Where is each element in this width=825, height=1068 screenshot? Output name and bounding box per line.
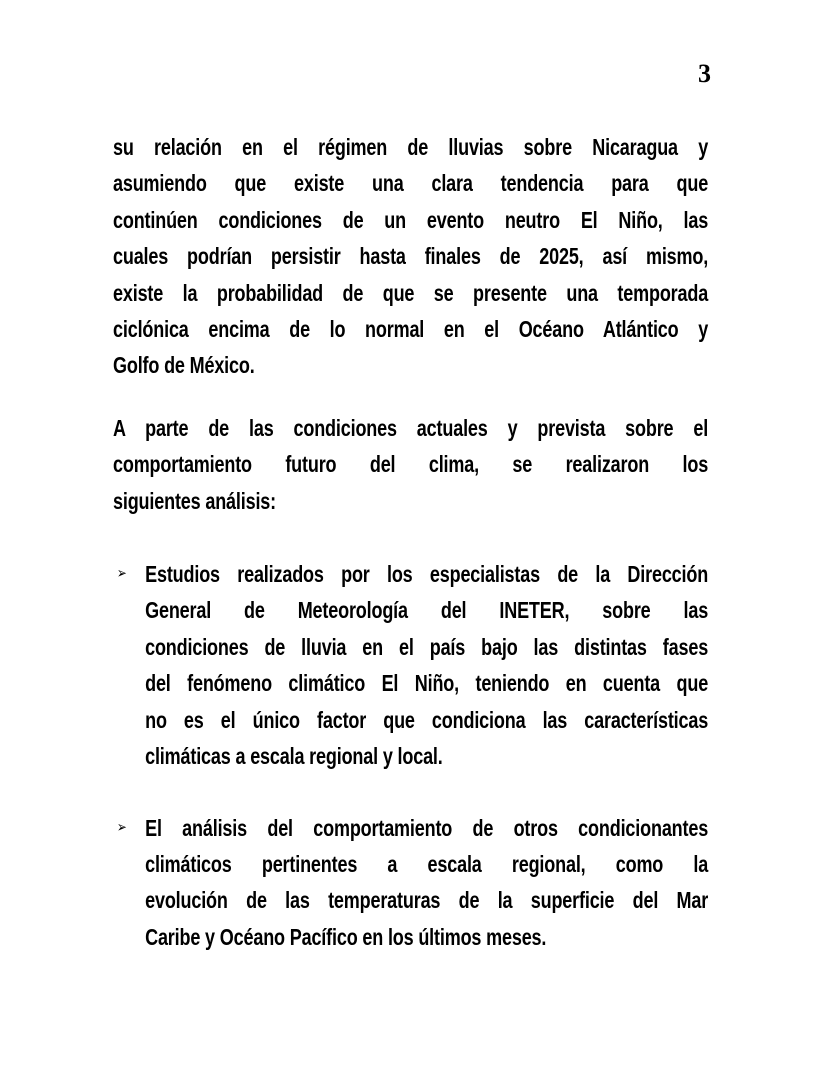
- bullet-2-line: evolución de las temperaturas de la superficie del Mar: [145, 887, 709, 914]
- page-content: [113, 129, 708, 955]
- paragraph-1-line: existe la probabilidad de que se presente una temporada: [113, 279, 709, 306]
- bullet-item-2: [113, 810, 708, 956]
- paragraph-1-line: continúen condiciones de un evento neutro El Niño, las: [113, 206, 709, 233]
- bullet-2-line: climáticos pertinentes a escala regional, como la: [145, 850, 709, 877]
- bullet-item-2-text: [145, 810, 708, 956]
- bullet-1-line: condiciones de lluvia en el país bajo las distintas fases: [145, 633, 709, 660]
- paragraph-1-line: su relación en el régimen de lluvias sobre Nicaragua y: [113, 134, 709, 160]
- arrow-bullet-icon: ➢: [116, 565, 127, 583]
- bullet-item-1: [113, 556, 708, 774]
- paragraph-1-line: ciclónica encima de lo normal en el Océano Atlántico y: [113, 316, 709, 343]
- arrow-bullet-icon: ➢: [116, 818, 127, 836]
- paragraph-1-line: Golfo de México.: [113, 352, 255, 379]
- bullet-1-line: Estudios realizados por los especialistas de la Dirección: [145, 561, 709, 588]
- bullet-item-1-text: [145, 556, 708, 774]
- bullet-1-line: no es el único factor que condiciona las características: [145, 706, 709, 733]
- paragraph-1-line: asumiendo que existe una clara tendencia para que: [113, 170, 709, 197]
- paragraph-2-line: comportamiento futuro del clima, se realizaron los: [113, 451, 709, 478]
- bullet-1-line: climáticas a escala regional y local.: [145, 743, 443, 770]
- page-number: 3: [698, 59, 711, 88]
- bullet-1-line: del fenómeno climático El Niño, teniendo en cuenta que: [145, 670, 709, 697]
- bullet-2-line: El análisis del comportamiento de otros condicionantes: [145, 814, 709, 841]
- paragraph-1: [113, 129, 708, 384]
- paragraph-2: [113, 410, 708, 519]
- bullet-2-line: Caribe y Océano Pacífico en los últimos meses.: [145, 923, 547, 950]
- bullet-1-line: General de Meteorología del INETER, sobre las: [145, 597, 709, 624]
- paragraph-1-line: cuales podrían persistir hasta finales de 2025, así mismo,: [113, 243, 709, 270]
- paragraph-2-line: A parte de las condiciones actuales y prevista sobre el: [113, 414, 709, 441]
- paragraph-2-line: siguientes análisis:: [113, 487, 277, 514]
